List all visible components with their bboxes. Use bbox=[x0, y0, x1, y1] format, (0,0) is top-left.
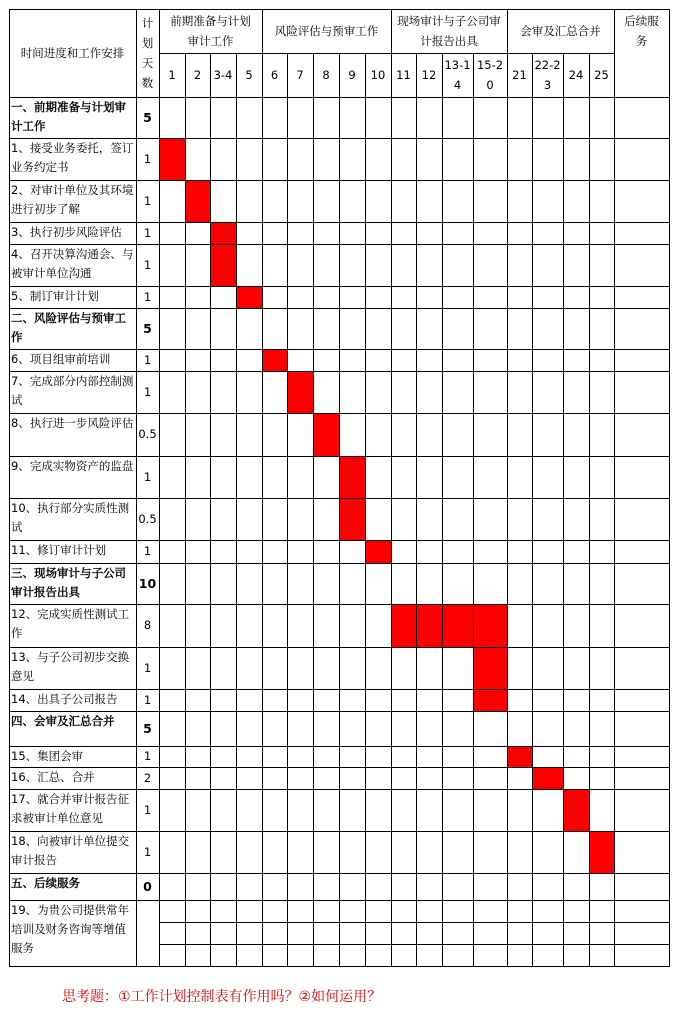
grid-line bbox=[563, 53, 564, 967]
grid-line bbox=[614, 9, 615, 967]
schedule-bar bbox=[262, 349, 288, 372]
schedule-bar bbox=[416, 604, 443, 648]
section-label: 五、后续服务 bbox=[11, 876, 80, 890]
schedule-bar bbox=[507, 746, 533, 768]
grid-line bbox=[9, 9, 670, 10]
planned-days: 0 bbox=[143, 879, 152, 894]
planned-days: 8 bbox=[143, 618, 152, 632]
day-column-header: 12 bbox=[421, 68, 437, 82]
day-column-header: 6 bbox=[270, 68, 279, 82]
planned-days bbox=[136, 900, 159, 966]
phase-header: 风险评估与预审工作 bbox=[274, 24, 379, 38]
grid-line bbox=[236, 53, 237, 967]
grid-line bbox=[287, 53, 288, 967]
grid-line bbox=[159, 53, 615, 54]
grid-line bbox=[185, 53, 186, 967]
grid-line bbox=[416, 53, 417, 967]
day-column-header: 10 bbox=[370, 68, 386, 82]
task-label: 17、就合并审计报告征求被审计单位意见 bbox=[11, 792, 130, 825]
task-label: 11、修订审计计划 bbox=[11, 543, 107, 557]
day-column-header: 5 bbox=[245, 68, 253, 82]
planned-days: 10 bbox=[138, 576, 157, 591]
schedule-bar bbox=[210, 244, 237, 287]
planned-days: 5 bbox=[143, 110, 152, 125]
grid-line bbox=[262, 9, 263, 967]
day-column-header: 3-4 bbox=[213, 68, 233, 82]
schedule-bar bbox=[589, 831, 615, 874]
grid-line bbox=[507, 9, 508, 967]
planned-days: 1 bbox=[143, 692, 152, 707]
schedule-bar bbox=[365, 540, 392, 564]
grid-line bbox=[442, 53, 443, 967]
day-column-header: 24 bbox=[568, 68, 584, 82]
planned-days: 1 bbox=[143, 802, 152, 817]
planned-days: 2 bbox=[143, 770, 152, 785]
task-label: 3、执行初步风险评估 bbox=[11, 225, 122, 239]
task-label: 10、执行部分实质性测试 bbox=[11, 501, 130, 534]
task-label: 13、与子公司初步交换意见 bbox=[11, 650, 130, 683]
day-column-header: 1 bbox=[168, 68, 176, 82]
task-label: 2、对审计单位及其环境进行初步了解 bbox=[11, 183, 134, 216]
grid-line bbox=[339, 53, 340, 967]
day-column-header: 7 bbox=[296, 68, 304, 82]
schedule-bar bbox=[185, 180, 211, 223]
planned-days: 1 bbox=[143, 151, 152, 166]
planned-days: 1 bbox=[143, 225, 152, 240]
day-column-header: 8 bbox=[322, 68, 330, 82]
phase-header: 现场审计与子公司审计报告出具 bbox=[397, 14, 501, 48]
phase-header: 前期准备与计划审计工作 bbox=[170, 14, 251, 48]
task-label: 19、为贵公司提供常年培训及财务咨询等增值服务 bbox=[11, 903, 130, 955]
schedule-bar bbox=[563, 789, 590, 832]
grid-line bbox=[473, 53, 474, 967]
grid-line bbox=[210, 53, 211, 967]
grid-line bbox=[532, 53, 533, 967]
schedule-bar bbox=[532, 767, 564, 790]
planned-days: 1 bbox=[143, 660, 152, 675]
task-label: 14、出具子公司报告 bbox=[11, 692, 118, 706]
planned-days: 1 bbox=[143, 544, 152, 558]
task-label: 7、完成部分内部控制测试 bbox=[11, 374, 134, 407]
schedule-bar bbox=[473, 647, 508, 690]
task-label: 4、召开决算沟通会、与被审计单位沟通 bbox=[11, 247, 134, 280]
schedule-bar bbox=[391, 604, 417, 648]
planned-days: 1 bbox=[143, 469, 152, 484]
day-column-header: 13-14 bbox=[444, 58, 471, 92]
phase-header: 会审及汇总合并 bbox=[520, 24, 601, 38]
task-label: 5、制订审计计划 bbox=[11, 289, 99, 303]
task-label: 9、完成实物资产的监盘 bbox=[11, 459, 134, 473]
schedule-bar bbox=[159, 138, 186, 181]
question-text: 思考题：①工作计划控制表有作用吗？②如何运用？ bbox=[62, 989, 382, 1005]
task-label: 18、向被审计单位提交审计报告 bbox=[11, 834, 130, 867]
task-label: 1、接受业务委托，签订业务约定书 bbox=[11, 141, 134, 174]
schedule-bar bbox=[442, 604, 474, 648]
day-column-header: 11 bbox=[396, 68, 411, 82]
planned-days: 1 bbox=[143, 193, 152, 208]
schedule-bar bbox=[339, 498, 366, 541]
schedule-bar bbox=[287, 371, 314, 414]
day-column-header: 9 bbox=[348, 68, 356, 82]
schedule-bar bbox=[339, 456, 366, 499]
planned-days: 1 bbox=[143, 289, 152, 304]
grid-line bbox=[9, 9, 10, 967]
section-label: 二、风险评估与预审工作 bbox=[11, 311, 126, 344]
planned-days: 1 bbox=[143, 384, 152, 399]
header-row-label: 时间进度和工作安排 bbox=[20, 46, 125, 60]
task-label: 8、执行进一步风险评估 bbox=[11, 416, 134, 430]
grid-line bbox=[159, 9, 160, 967]
planned-days: 0.5 bbox=[138, 511, 157, 526]
planned-days: 0.5 bbox=[138, 427, 157, 441]
task-label: 6、项目组审前培训 bbox=[11, 352, 111, 366]
grid-line bbox=[589, 53, 590, 967]
schedule-bar bbox=[473, 689, 508, 712]
grid-line bbox=[365, 53, 366, 967]
grid-line bbox=[669, 9, 670, 967]
section-label: 三、现场审计与子公司审计报告出具 bbox=[11, 566, 126, 599]
day-column-header: 25 bbox=[594, 68, 609, 82]
grid-line bbox=[391, 9, 392, 967]
planned-days: 1 bbox=[143, 352, 152, 367]
section-label: 四、会审及汇总合并 bbox=[11, 714, 115, 728]
phase-header: 后续服务 bbox=[624, 14, 659, 48]
day-column-header: 15-20 bbox=[476, 58, 504, 92]
day-column-header: 22-23 bbox=[534, 58, 561, 92]
day-column-header: 2 bbox=[193, 68, 202, 82]
header-days-label: 计划天数 bbox=[141, 16, 154, 90]
planned-days: 1 bbox=[143, 257, 152, 272]
task-label: 16、汇总、合并 bbox=[11, 770, 95, 784]
schedule-bar bbox=[473, 604, 508, 648]
task-label: 12、完成实质性测试工作 bbox=[11, 607, 130, 640]
day-column-header: 21 bbox=[512, 68, 527, 82]
planned-days: 1 bbox=[143, 749, 152, 763]
grid-line bbox=[136, 9, 137, 967]
schedule-bar bbox=[313, 413, 340, 457]
task-label: 15、集团会审 bbox=[11, 749, 84, 763]
section-label: 一、前期准备与计划审计工作 bbox=[11, 100, 126, 133]
schedule-bar bbox=[236, 286, 263, 309]
planned-days: 5 bbox=[143, 721, 152, 736]
schedule-bar bbox=[210, 222, 237, 245]
planned-days: 5 bbox=[143, 321, 152, 336]
planned-days: 1 bbox=[143, 844, 152, 859]
grid-line bbox=[313, 53, 314, 967]
